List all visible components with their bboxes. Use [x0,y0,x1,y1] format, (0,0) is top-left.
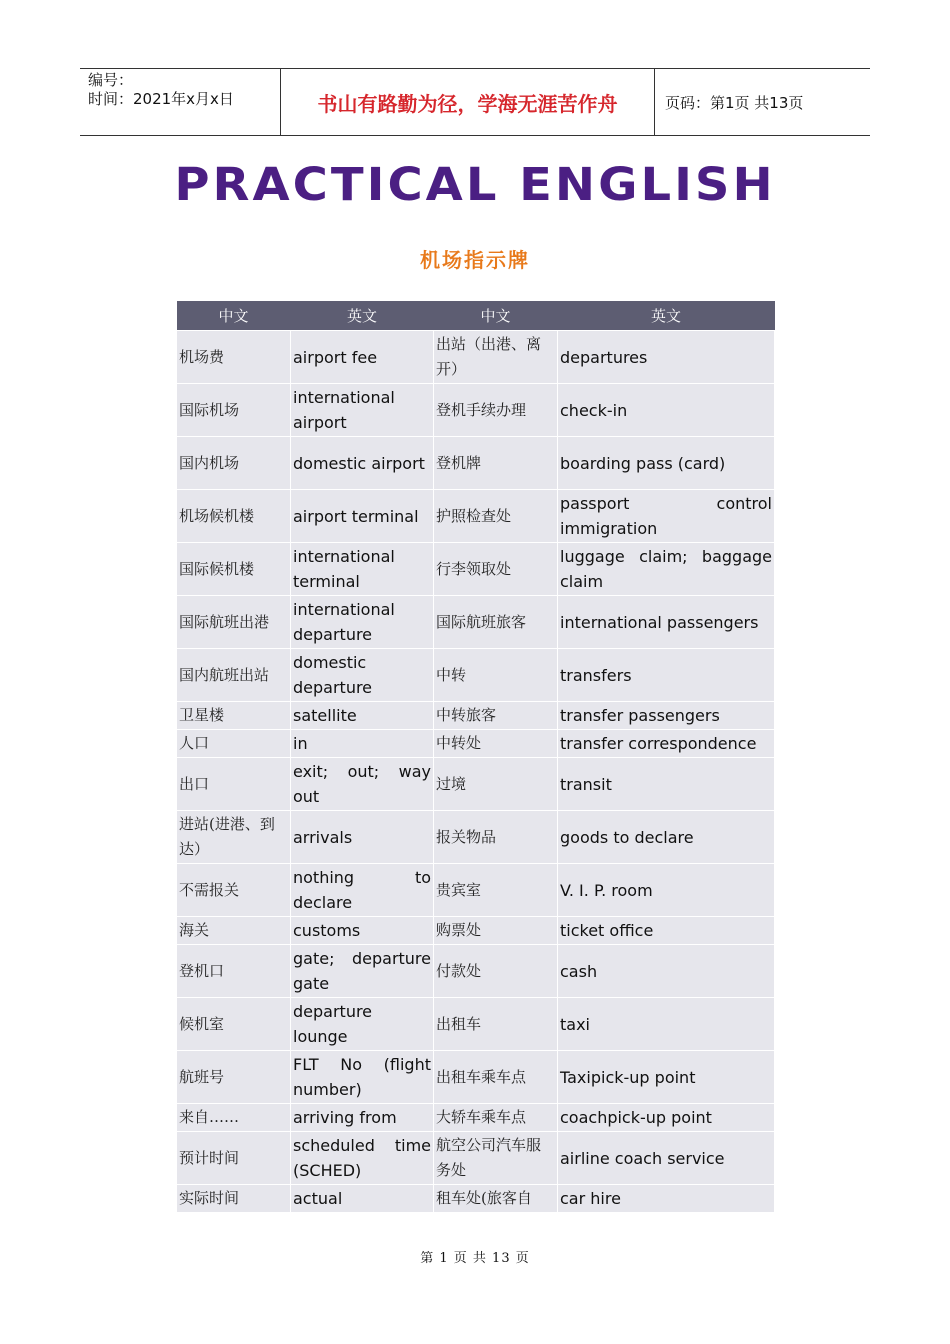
chinese-term-cell: 不需报关 [177,864,291,917]
chinese-term-cell: 国内航班出站 [177,649,291,702]
table-row [177,1104,775,1132]
chinese-term-cell: 出站（出港、离开） [434,331,558,384]
english-term-cell: in [291,730,434,758]
chinese-term-cell: 出口 [177,758,291,811]
english-term-cell: transfers [558,649,775,702]
english-term-cell: arriving from [291,1104,434,1132]
english-term-cell: transfer correspondence [558,730,775,758]
chinese-term-cell: 机场候机楼 [177,490,291,543]
table-row [177,649,775,702]
time-label: 时间：2021年x月x日 [88,90,234,108]
chinese-term-cell: 登机牌 [434,437,558,490]
chinese-term-cell: 国内机场 [177,437,291,490]
english-term-cell: passport control immigration [558,490,775,543]
english-term-cell: luggage claim; baggage claim [558,543,775,596]
page-footer: 第 1 页 共 13 页 [420,1251,530,1266]
chinese-term-cell: 大轿车乘车点 [434,1104,558,1132]
table-header-row [177,301,775,331]
header-motto: 书山有路勤为径，学海无涯苦作舟 [281,69,655,135]
english-term-cell: airport terminal [291,490,434,543]
number-label: 编号： [88,71,134,89]
table-row [177,945,775,998]
english-term-cell: ticket office [558,917,775,945]
english-term-cell: actual [291,1185,434,1213]
header-page-info: 页码：第1页 共13页 [665,93,804,112]
chinese-term-cell: 国际机场 [177,384,291,437]
table-row [177,331,775,384]
chinese-term-cell: 过境 [434,758,558,811]
english-term-cell: taxi [558,998,775,1051]
english-term-cell: international passengers [558,596,775,649]
english-term-cell: domestic airport [291,437,434,490]
table-row [177,811,775,864]
english-term-cell: departure lounge [291,998,434,1051]
chinese-term-cell: 实际时间 [177,1185,291,1213]
english-term-cell: coachpick-up point [558,1104,775,1132]
english-term-cell: transit [558,758,775,811]
page-header [80,68,870,136]
english-term-cell: arrivals [291,811,434,864]
airport-signs-table [176,301,775,1213]
chinese-term-cell: 卫星楼 [177,702,291,730]
english-term-cell: domestic departure [291,649,434,702]
english-term-cell: scheduled time (SCHED) [291,1132,434,1185]
chinese-term-cell: 中转旅客 [434,702,558,730]
chinese-term-cell: 预计时间 [177,1132,291,1185]
chinese-term-cell: 出租车乘车点 [434,1051,558,1104]
column-header: 英文 [291,301,434,331]
table-row [177,758,775,811]
column-header: 英文 [558,301,775,331]
chinese-term-cell: 人口 [177,730,291,758]
column-header: 中文 [177,301,291,331]
english-term-cell: departures [558,331,775,384]
table-row [177,864,775,917]
chinese-term-cell: 海关 [177,917,291,945]
english-term-cell: nothing to declare [291,864,434,917]
english-term-cell: V. I. P. room [558,864,775,917]
english-term-cell: gate; departure gate [291,945,434,998]
english-term-cell: airport fee [291,331,434,384]
chinese-term-cell: 报关物品 [434,811,558,864]
chinese-term-cell: 中转 [434,649,558,702]
chinese-term-cell: 购票处 [434,917,558,945]
english-term-cell: customs [291,917,434,945]
english-term-cell: airline coach service [558,1132,775,1185]
chinese-term-cell: 贵宾室 [434,864,558,917]
english-term-cell: satellite [291,702,434,730]
table-row [177,437,775,490]
practical-english-banner: PRACTICAL ENGLISH [174,158,776,212]
table-row [177,702,775,730]
chinese-term-cell: 机场费 [177,331,291,384]
table-row [177,384,775,437]
chinese-term-cell: 国际候机楼 [177,543,291,596]
english-term-cell: cash [558,945,775,998]
table-row [177,730,775,758]
table-row [177,490,775,543]
english-term-cell: international terminal [291,543,434,596]
chinese-term-cell: 行李领取处 [434,543,558,596]
section-title: 机场指示牌 [420,248,530,272]
chinese-term-cell: 付款处 [434,945,558,998]
table-row [177,1185,775,1213]
table-row [177,1051,775,1104]
chinese-term-cell: 中转处 [434,730,558,758]
english-term-cell: car hire [558,1185,775,1213]
chinese-term-cell: 护照检查处 [434,490,558,543]
table-row [177,543,775,596]
chinese-term-cell: 登机口 [177,945,291,998]
english-term-cell: exit; out; way out [291,758,434,811]
table-row [177,1132,775,1185]
header-meta [80,69,281,135]
chinese-term-cell: 进站(进港、到达） [177,811,291,864]
english-term-cell: boarding pass (card) [558,437,775,490]
table-row [177,998,775,1051]
chinese-term-cell: 候机室 [177,998,291,1051]
table-row [177,917,775,945]
english-term-cell: transfer passengers [558,702,775,730]
chinese-term-cell: 出租车 [434,998,558,1051]
english-term-cell: goods to declare [558,811,775,864]
english-term-cell: FLT No (flight number) [291,1051,434,1104]
english-term-cell: international airport [291,384,434,437]
english-term-cell: check-in [558,384,775,437]
chinese-term-cell: 来自…… [177,1104,291,1132]
english-term-cell: international departure [291,596,434,649]
chinese-term-cell: 航空公司汽车服务处 [434,1132,558,1185]
chinese-term-cell: 国际航班出港 [177,596,291,649]
chinese-term-cell: 登机手续办理 [434,384,558,437]
chinese-term-cell: 国际航班旅客 [434,596,558,649]
english-term-cell: Taxipick-up point [558,1051,775,1104]
chinese-term-cell: 租车处(旅客自 [434,1185,558,1213]
column-header: 中文 [434,301,558,331]
chinese-term-cell: 航班号 [177,1051,291,1104]
table-row [177,596,775,649]
